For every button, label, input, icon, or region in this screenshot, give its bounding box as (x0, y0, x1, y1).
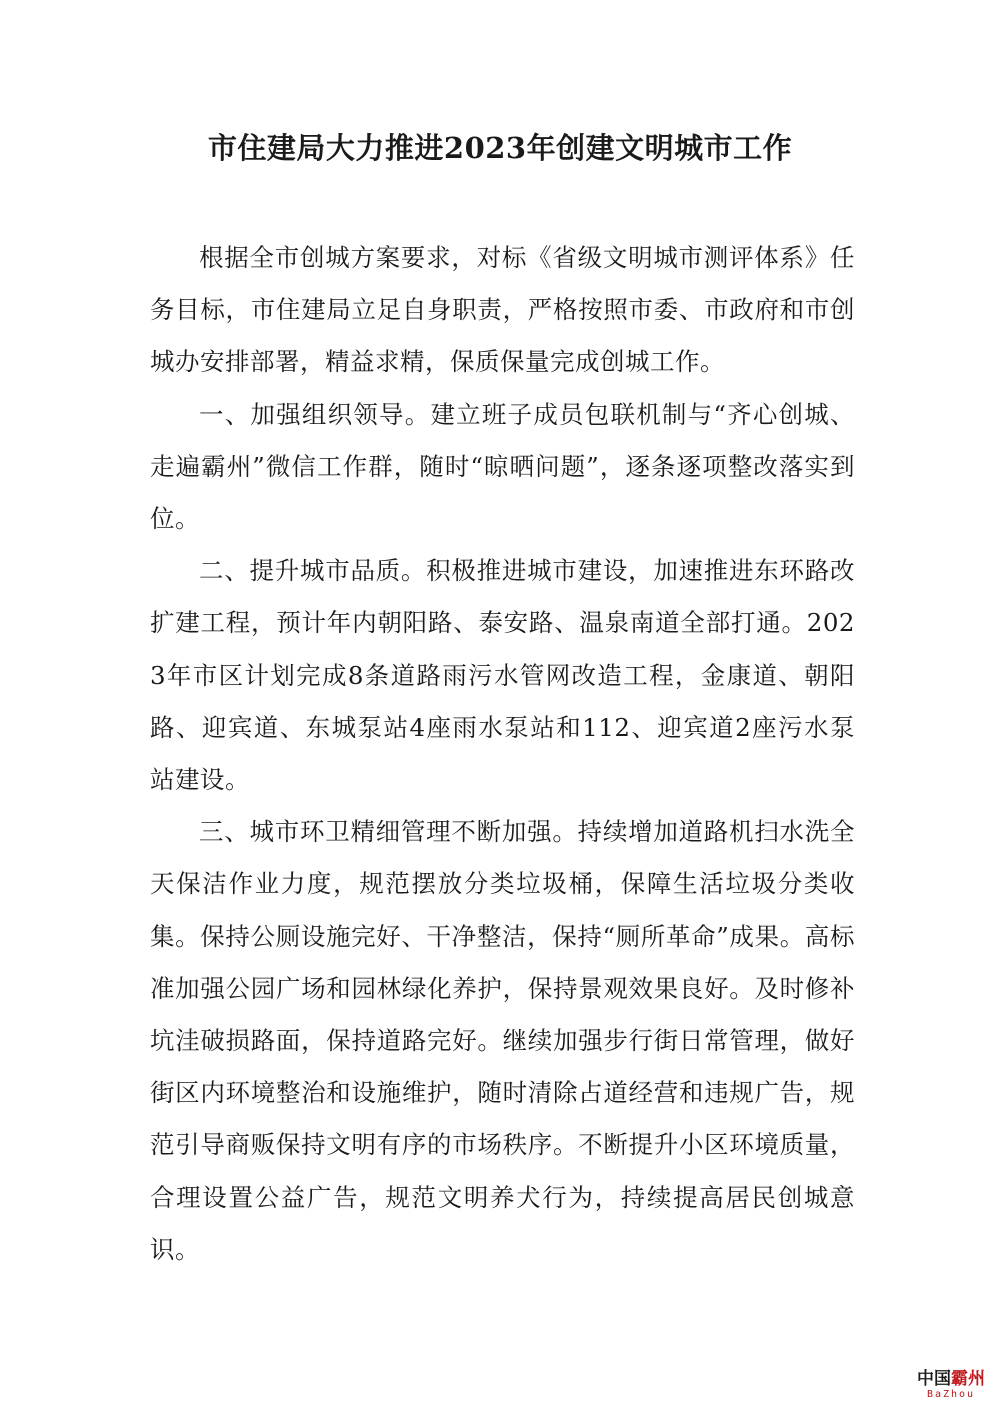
paragraph-section-1: 一、加强组织领导。建立班子成员包联机制与“齐心创城、走遍霸州”微信工作群，随时“晾晒问题”，逐条逐项整改落实到位。 (150, 399, 855, 534)
watermark-prefix: 中国 (917, 1369, 951, 1389)
paragraph-intro: 根据全市创城方案要求，对标《省级文明城市测评体系》任务目标，市住建局立足自身职责，严格按照市委、市政府和市创城办安排部署，精益求精，保质保量完成创城工作。 (150, 243, 855, 377)
document-title: 市住建局大力推进2023年创建文明城市工作 (207, 131, 793, 165)
watermark-name: 霸州 (951, 1369, 985, 1389)
document-body (150, 232, 855, 1276)
watermark-title (916, 1371, 986, 1388)
paragraph-section-2: 二、提升城市品质。积极推进城市建设，加速推进东环路改扩建工程，预计年内朝阳路、泰安路、温泉南道全部打通。2023年市区计划完成8条道路雨污水管网改造工程，金康道、朝阳路、迎宾道、东城泵站4座雨水泵站和112、迎宾道2座污水泵站建设。 (150, 556, 855, 795)
paragraph-section-3: 三、城市环卫精细管理不断加强。持续增加道路机扫水洗全天保洁作业力度，规范摆放分类垃圾桶，保障生活垃圾分类收集。保持公厕设施完好、干净整洁，保持“厕所革命”成果。高标准加强公园广场和园林绿化养护，保持景观效果良好。及时修补坑洼破损路面，保持道路完好。继续加强步行街日常管理，做好街区内环境整治和设施维护，随时清除占道经营和违规广告，规范引导商贩保持文明有序的市场秩序。不断提升小区环境质量，合理设置公益广告，规范文明养犬行为，持续提高居民创城意识。 (150, 817, 855, 1264)
watermark-pinyin: BaZhou (926, 1389, 976, 1400)
site-watermark-logo (916, 1371, 986, 1400)
